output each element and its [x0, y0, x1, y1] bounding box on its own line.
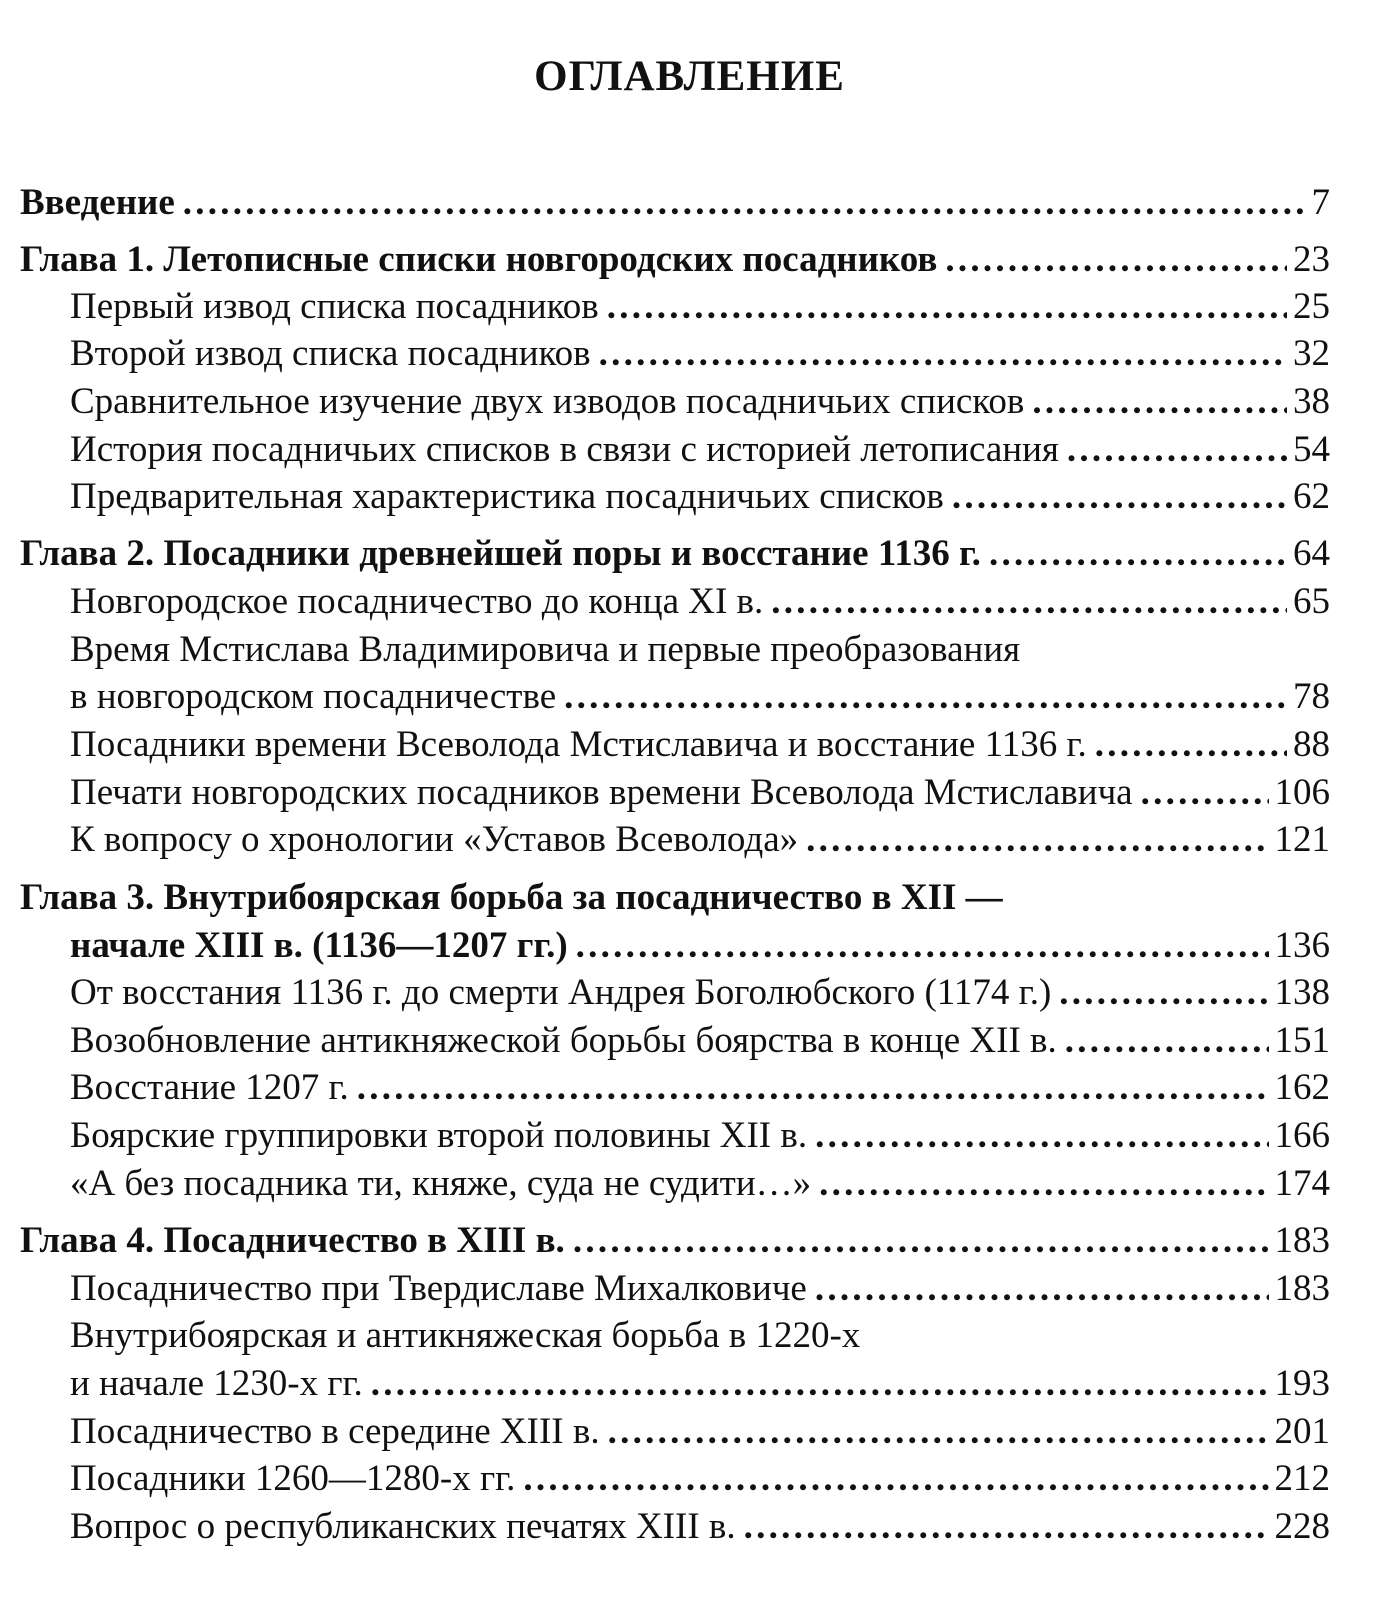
- dot-leader: [815, 1114, 1268, 1158]
- toc-section-line-2[interactable]: [70, 1362, 1330, 1406]
- toc-entry-page: 228: [1274, 1506, 1330, 1547]
- toc-section[interactable]: [70, 1457, 1330, 1501]
- toc-entry-label: История посадничьих списков в связи с историей летописания: [70, 429, 1059, 470]
- toc-entry-label: и начале 1230-х гг.: [70, 1363, 363, 1404]
- toc-entry-page: 7: [1311, 182, 1330, 223]
- toc-section[interactable]: [70, 332, 1330, 376]
- toc-entry-label: Глава 4. Посадничество в XIII в.: [20, 1220, 565, 1261]
- toc-section[interactable]: [70, 1019, 1330, 1063]
- toc-entry-page: 106: [1274, 772, 1330, 813]
- toc-entry-page: 166: [1274, 1115, 1330, 1156]
- toc-entry-label: Сравнительное изучение двух изводов посадничьих списков: [70, 381, 1025, 422]
- toc-entry-page: 138: [1274, 972, 1330, 1013]
- toc-section[interactable]: [70, 285, 1330, 329]
- toc-entry-page: 183: [1274, 1220, 1330, 1261]
- toc-section[interactable]: [70, 1267, 1330, 1311]
- toc-entry-introduction[interactable]: [20, 181, 1330, 225]
- toc-section[interactable]: [70, 1505, 1330, 1549]
- toc-entry-page: 78: [1293, 676, 1330, 717]
- toc-entry-page: 65: [1293, 581, 1330, 622]
- dot-leader: [815, 1267, 1269, 1311]
- toc-entry-page: 62: [1293, 476, 1330, 517]
- toc-entry-page: 64: [1293, 533, 1330, 574]
- toc-entry-label: От восстания 1136 г. до смерти Андрея Боголюбского (1174 г.): [70, 972, 1052, 1013]
- toc-section[interactable]: [70, 1114, 1330, 1158]
- toc-section[interactable]: [70, 475, 1330, 519]
- toc-entry-label: Новгородское посадничество до конца XI в.: [70, 581, 764, 622]
- toc-entry-page: 174: [1274, 1163, 1330, 1204]
- toc-section[interactable]: [70, 1410, 1330, 1454]
- dot-leader: [945, 238, 1287, 282]
- toc-entry-page: 23: [1293, 239, 1330, 280]
- dot-leader: [1095, 723, 1287, 767]
- toc-entry-label: Восстание 1207 г.: [70, 1067, 349, 1108]
- dot-leader: [1141, 771, 1269, 815]
- toc-entry-label: в новгородском посадничестве: [70, 676, 557, 717]
- dot-leader: [952, 475, 1287, 519]
- toc-section[interactable]: [70, 1162, 1330, 1206]
- dot-leader: [573, 1219, 1269, 1263]
- dot-leader: [183, 181, 1306, 225]
- toc-entry-label: Боярские группировки второй половины XII в.: [70, 1115, 808, 1156]
- toc-section[interactable]: [70, 580, 1330, 624]
- toc-entry-page: 25: [1293, 286, 1330, 327]
- toc-chapter-3-line-1[interactable]: [20, 876, 1330, 920]
- toc-entry-page: 183: [1274, 1268, 1330, 1309]
- toc-entry-page: 201: [1274, 1411, 1330, 1452]
- toc-entry-label: Посадники времени Всеволода Мстиславича и восстание 1136 г.: [70, 724, 1087, 765]
- dot-leader: [607, 285, 1287, 329]
- toc-entry-label: Второй извод списка посадников: [70, 333, 591, 374]
- toc-entry-label: К вопросу о хронологии «Уставов Всеволода»: [70, 819, 799, 860]
- dot-leader: [599, 332, 1287, 376]
- dot-leader: [523, 1457, 1268, 1501]
- toc-section[interactable]: [70, 1066, 1330, 1110]
- toc-entry-page: 136: [1274, 925, 1330, 966]
- toc-chapter-1[interactable]: [20, 238, 1330, 282]
- toc-entry-label: Глава 1. Летописные списки новгородских посадников: [20, 239, 938, 280]
- toc-entry-label: Вопрос о республиканских печатях XIII в.: [70, 1506, 736, 1547]
- toc-entry-label: Введение: [20, 182, 175, 223]
- page-title: ОГЛАВЛЕНИЕ: [534, 53, 845, 100]
- toc-section-line-1[interactable]: [70, 628, 1330, 672]
- toc-section-line-2[interactable]: [70, 675, 1330, 719]
- toc-section[interactable]: [70, 971, 1330, 1015]
- toc-entry-label: Печати новгородских посадников времени Всеволода Мстиславича: [70, 772, 1133, 813]
- toc-entry-label: Глава 3. Внутрибоярская борьба за посадничество в XII —: [20, 877, 1003, 918]
- toc-section[interactable]: [70, 818, 1330, 862]
- toc-entry-label: Глава 2. Посадники древнейшей поры и восстание 1136 г.: [20, 533, 981, 574]
- dot-leader: [771, 580, 1287, 624]
- toc-entry-label: Время Мстислава Владимировича и первые преобразования: [70, 629, 1021, 670]
- dot-leader: [989, 532, 1287, 576]
- toc-section-line-1[interactable]: [70, 1314, 1330, 1358]
- toc-entry-label: Посадничество при Твердиславе Михалковиче: [70, 1268, 807, 1309]
- toc-entry-page: 151: [1274, 1020, 1330, 1061]
- dot-leader: [371, 1362, 1269, 1406]
- toc-section[interactable]: [70, 380, 1330, 424]
- dot-leader: [608, 1410, 1269, 1454]
- toc-section[interactable]: [70, 723, 1330, 767]
- toc-entry-page: 193: [1274, 1363, 1330, 1404]
- dot-leader: [1032, 380, 1287, 424]
- toc-entry-page: 88: [1293, 724, 1330, 765]
- toc-entry-page: 32: [1293, 333, 1330, 374]
- dot-leader: [1067, 428, 1287, 472]
- dot-leader: [806, 818, 1268, 862]
- dot-leader: [564, 675, 1287, 719]
- dot-leader: [1059, 971, 1268, 1015]
- toc-entry-label: Внутрибоярская и антикняжеская борьба в 1220-х: [70, 1315, 861, 1356]
- dot-leader: [576, 924, 1269, 968]
- toc-entry-label: начале XIII в. (1136—1207 гг.): [70, 925, 568, 966]
- dot-leader: [1065, 1019, 1269, 1063]
- toc-entry-page: 162: [1274, 1067, 1330, 1108]
- toc-entry-label: Первый извод списка посадников: [70, 286, 599, 327]
- toc-entry-page: 212: [1274, 1458, 1330, 1499]
- toc-entry-label: Посадники 1260—1280-х гг.: [70, 1458, 516, 1499]
- toc-entry-page: 54: [1293, 429, 1330, 470]
- dot-leader: [819, 1162, 1268, 1206]
- toc-entry-label: Посадничество в середине XIII в.: [70, 1411, 600, 1452]
- toc-chapter-3-line-2[interactable]: [70, 924, 1330, 968]
- toc-chapter-4[interactable]: [20, 1219, 1330, 1263]
- toc-entry-page: 121: [1274, 819, 1330, 860]
- toc-chapter-2[interactable]: [20, 532, 1330, 576]
- toc-entry-label: Возобновление антикняжеской борьбы боярства в конце XII в.: [70, 1020, 1057, 1061]
- dot-leader: [357, 1066, 1269, 1110]
- toc-entry-page: 38: [1293, 381, 1330, 422]
- dot-leader: [744, 1505, 1269, 1549]
- toc-section[interactable]: [70, 428, 1330, 472]
- toc-entry-label: Предварительная характеристика посадничьих списков: [70, 476, 944, 517]
- toc-section[interactable]: [70, 771, 1330, 815]
- toc-entry-label: «А без посадника ти, княже, суда не судити…»: [70, 1163, 812, 1204]
